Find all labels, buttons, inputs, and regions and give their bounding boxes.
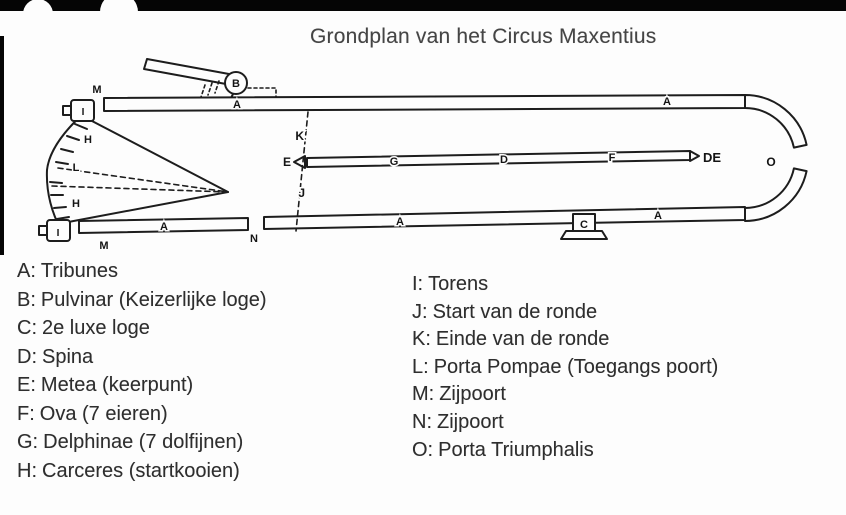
diagram-label-spina: D bbox=[500, 154, 508, 166]
legend-key: K: bbox=[412, 328, 431, 351]
carceres-gate bbox=[67, 136, 79, 140]
diagram-label-tower-top: I bbox=[81, 107, 85, 118]
diagram-label-porta-pompae: L bbox=[72, 162, 80, 174]
legend-label: Spina bbox=[42, 345, 94, 368]
diagram-label-carceres-upper: H bbox=[84, 134, 92, 146]
legend-key: N: bbox=[412, 410, 432, 433]
legend-item-pulvinar bbox=[17, 286, 267, 315]
legend-label: Einde van de ronde bbox=[435, 328, 610, 351]
diagram-label-tower-bottom: I bbox=[56, 228, 60, 239]
top-tribune bbox=[104, 95, 745, 111]
bottom-tribune-right bbox=[264, 207, 745, 229]
diagram-label-tribune: A bbox=[233, 99, 241, 111]
legend-item-start-ronde bbox=[412, 299, 718, 327]
start-line bbox=[92, 121, 228, 192]
pulvinar-ramp-bar bbox=[144, 59, 229, 84]
diagram-label-side-gate-n: N bbox=[250, 233, 258, 245]
tower-bottom bbox=[39, 220, 70, 241]
diagram-label-side-gate-top: M bbox=[92, 84, 102, 96]
legend-item-luxe-loge bbox=[17, 314, 267, 343]
pulvinar-ramp bbox=[144, 59, 276, 99]
legend-key: A: bbox=[17, 260, 36, 282]
carceres-gate bbox=[57, 217, 69, 219]
legend-item-tribunes bbox=[17, 257, 267, 286]
scan-notch bbox=[100, 0, 138, 31]
diagram-label-tribune: A bbox=[654, 210, 662, 222]
legend-key: L: bbox=[412, 355, 429, 378]
legend-label: Porta Pompae (Toegangs poort) bbox=[433, 355, 719, 378]
ramp-hatch bbox=[201, 85, 205, 97]
legend-item-zijpoort-m bbox=[412, 381, 718, 409]
legend-label: Start van de ronde bbox=[432, 300, 598, 323]
legend-label: Pulvinar (Keizerlijke loge) bbox=[40, 288, 267, 311]
diagram-label-tribune: A bbox=[396, 216, 404, 228]
legend-right-column bbox=[412, 271, 718, 464]
legend-key: J: bbox=[412, 300, 428, 323]
legend-item-torens bbox=[412, 271, 718, 299]
legend-item-delphinae bbox=[17, 428, 267, 457]
legend-key: E: bbox=[17, 374, 36, 396]
diagram-label-lap-end: K bbox=[295, 129, 304, 143]
legend-item-ova bbox=[17, 400, 267, 429]
diagram-label-ova: F bbox=[608, 152, 616, 164]
diagram-label-side-gate-bottom: M bbox=[99, 240, 109, 252]
tower-top bbox=[63, 100, 94, 121]
diagram-label-luxe-loge: C bbox=[580, 219, 588, 231]
legend-label: Ova (7 eieren) bbox=[39, 402, 168, 425]
diagram-label-meta-right: DE bbox=[702, 150, 722, 165]
legend-key: D: bbox=[17, 345, 37, 368]
diagram-label-delphinae: G bbox=[389, 156, 399, 168]
diagram-label-porta-triumphalis: O bbox=[766, 155, 776, 169]
scan-notch bbox=[23, 0, 53, 29]
carceres-gate bbox=[75, 124, 87, 129]
carceres-gate bbox=[50, 182, 62, 183]
meta-right bbox=[690, 151, 699, 161]
legend-key: H: bbox=[17, 459, 37, 482]
legend-label: Zijpoort bbox=[437, 410, 504, 433]
legend-label: Torens bbox=[428, 273, 489, 295]
legend-item-einde-ronde bbox=[412, 326, 718, 354]
legend-label: Zijpoort bbox=[439, 383, 506, 406]
legend-item-porta-pompae bbox=[412, 354, 718, 382]
diagram-label-carceres-lower: H bbox=[72, 198, 80, 210]
curve-bottom-segment bbox=[745, 168, 807, 221]
ramp-hatch bbox=[208, 83, 212, 95]
legend-label: Porta Triumphalis bbox=[438, 438, 594, 461]
carceres-gate bbox=[54, 207, 66, 208]
legend-item-metea bbox=[17, 371, 267, 400]
diagram-label-tribune: A bbox=[663, 96, 671, 108]
legend-label: Tribunes bbox=[40, 260, 118, 282]
legend-item-spina bbox=[17, 343, 267, 372]
legend-item-zijpoort-n bbox=[412, 409, 718, 437]
diagram-label-pulvinar: B bbox=[232, 78, 240, 90]
legend-key: O: bbox=[412, 438, 434, 461]
curve-top-segment bbox=[745, 95, 807, 148]
legend-left-column bbox=[17, 257, 267, 485]
legend-label: Metea (keerpunt) bbox=[40, 374, 194, 396]
legend-key: I: bbox=[412, 273, 424, 295]
legend-label: Carceres (startkooien) bbox=[42, 459, 240, 482]
legend-item-porta-triumphalis bbox=[412, 437, 718, 465]
legend-label: 2e luxe loge bbox=[42, 317, 150, 339]
legend-label: Delphinae (7 dolfijnen) bbox=[43, 431, 244, 453]
spina-bar bbox=[307, 151, 690, 167]
legend-item-carceres bbox=[17, 457, 267, 486]
carceres-gate bbox=[56, 162, 68, 164]
diagram-label-tribune: A bbox=[160, 221, 168, 233]
carceres-gate bbox=[61, 149, 73, 152]
diagram-label-lap-start: J bbox=[298, 186, 305, 200]
scan-left-strip bbox=[0, 36, 4, 255]
legend-key: M: bbox=[412, 383, 435, 406]
page-title: Grondplan van het Circus Maxentius bbox=[310, 25, 657, 48]
legend-key: F: bbox=[17, 402, 35, 425]
diagram-label-meta-left: E bbox=[282, 155, 292, 169]
legend-key: G: bbox=[17, 431, 39, 453]
legend-key: B: bbox=[17, 288, 36, 311]
legend-key: C: bbox=[17, 317, 37, 339]
loge-base bbox=[561, 231, 607, 239]
